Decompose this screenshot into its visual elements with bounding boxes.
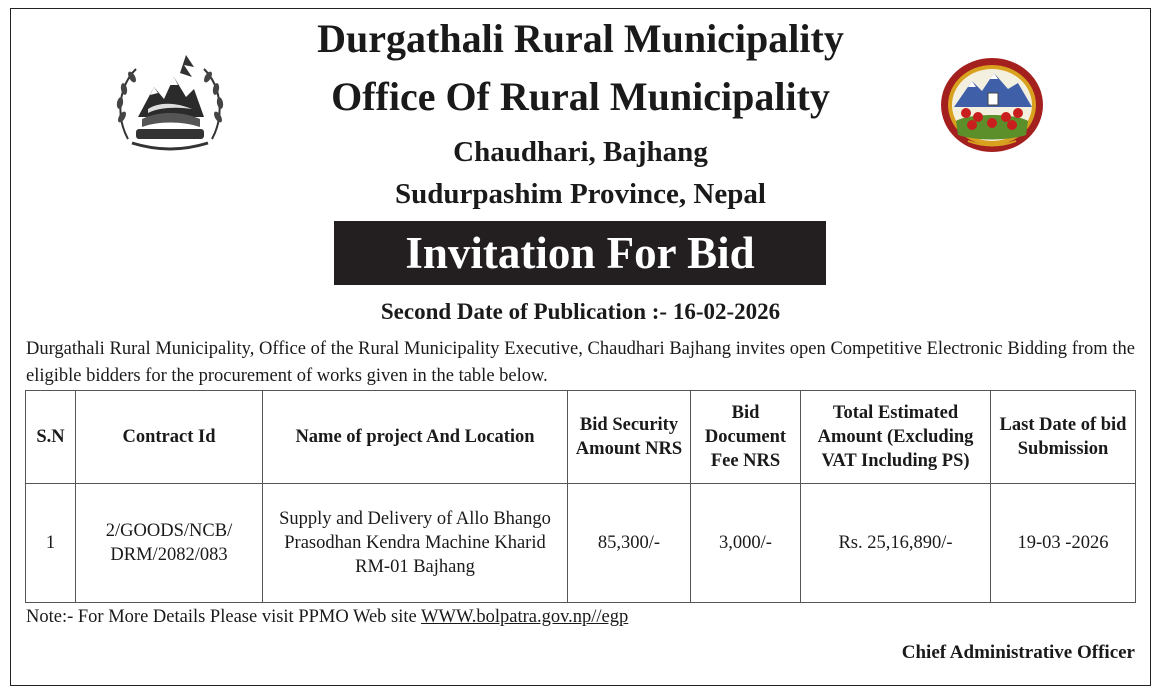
footnote	[26, 604, 628, 630]
intro-paragraph: Durgathali Rural Municipality, Office of the Rural Municipality Executive, Chaudhari Bajhang invites open Competitive Electronic Bidding from the eligible bidders for the procurement of works given in the table below.	[26, 339, 1135, 386]
province-country: Sudurpashim Province, Nepal	[395, 178, 766, 210]
cell-bid-security: 85,300/-	[568, 484, 691, 603]
cell-estimated-amount: Rs. 25,16,890/-	[801, 484, 991, 603]
header-sn: S.N	[26, 391, 76, 484]
notice-title-banner: Invitation For Bid	[334, 221, 826, 285]
cell-project: Supply and Delivery of Allo Bhango Prasodhan Kendra Machine Kharid RM-01 Bajhang	[263, 484, 568, 603]
cell-last-date: 19-03 -2026	[991, 484, 1136, 603]
signatory: Chief Administrative Officer	[901, 642, 1135, 663]
office-name: Office Of Rural Municipality	[331, 74, 830, 119]
table-row	[26, 484, 1136, 603]
header-contract-id: Contract Id	[76, 391, 263, 484]
header-bid-security: Bid Security Amount NRS	[568, 391, 691, 484]
table-header-row	[26, 391, 1136, 484]
cell-doc-fee: 3,000/-	[691, 484, 801, 603]
office-address: Chaudhari, Bajhang	[453, 136, 708, 168]
municipality-name: Durgathali Rural Municipality	[317, 16, 844, 61]
header-project: Name of project And Location	[263, 391, 568, 484]
header-last-date: Last Date of bid Submission	[991, 391, 1136, 484]
cell-contract-id: 2/GOODS/NCB/ DRM/2082/083	[76, 484, 263, 603]
cell-sn: 1	[26, 484, 76, 603]
footnote-text: Note:- For More Details Please visit PPMO Web site	[26, 607, 422, 627]
ppmo-website-link[interactable]: WWW.bolpatra.gov.np//egp	[421, 607, 629, 627]
header-doc-fee: Bid Document Fee NRS	[691, 391, 801, 484]
header-estimated-amount: Total Estimated Amount (Excluding VAT Including PS)	[801, 391, 991, 484]
publication-date: Second Date of Publication :- 16-02-2026	[380, 299, 781, 324]
bid-table	[25, 390, 1136, 603]
